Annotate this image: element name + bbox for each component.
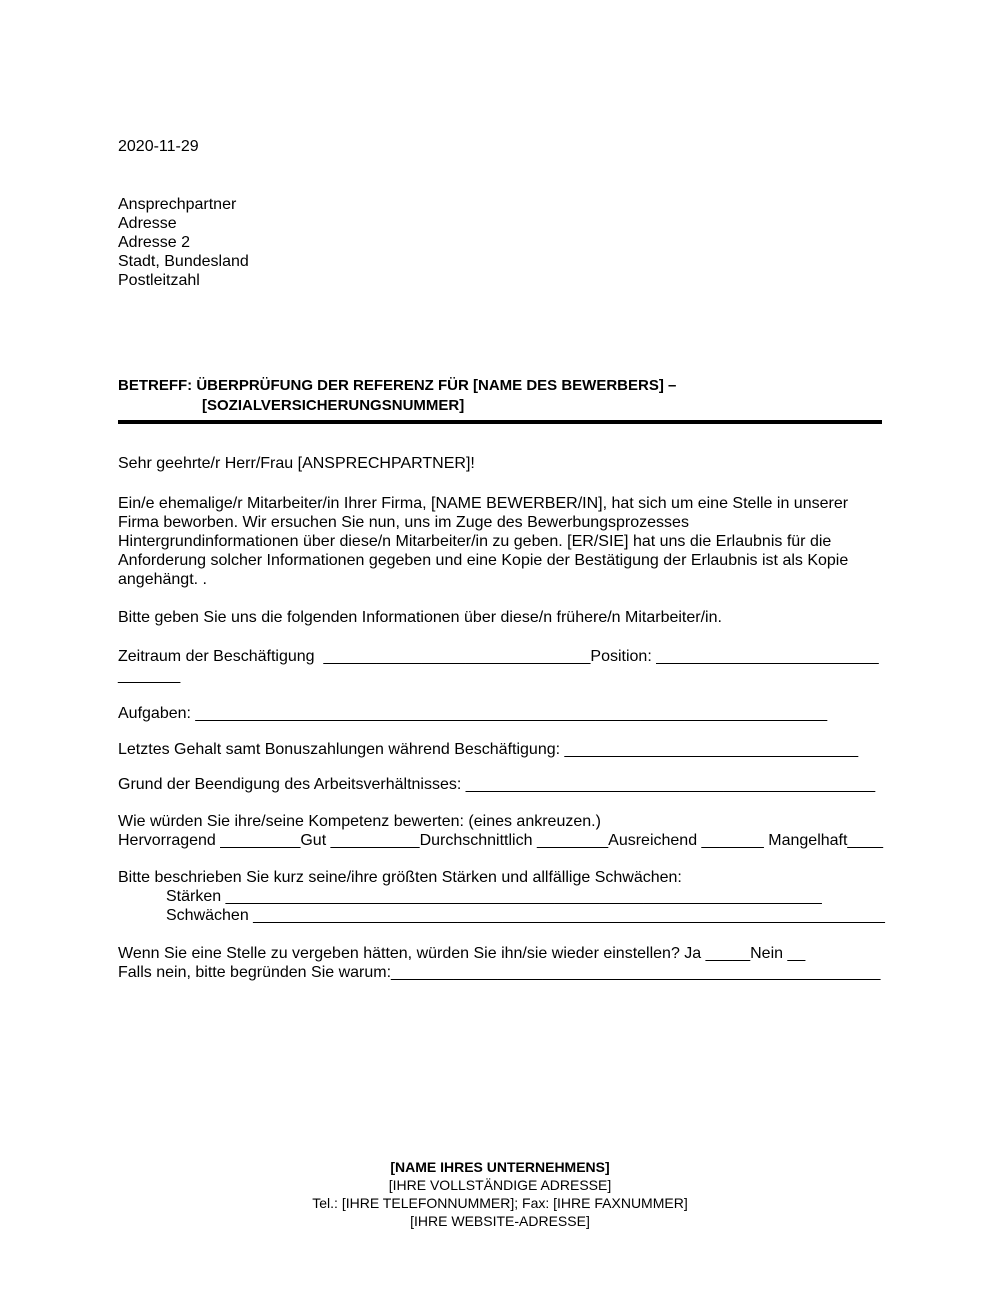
recipient-contact-name: Ansprechpartner	[118, 196, 237, 213]
intro-paragraph-line: Ein/e ehemalige/r Mitarbeiter/in Ihrer Firma, [NAME BEWERBER/IN], hat sich um eine Stelle in unserer	[118, 495, 849, 512]
termination-reason-line: Grund der Beendigung des Arbeitsverhältnisses: ______________________________________________	[118, 776, 876, 793]
competence-question-line: Wie würden Sie ihre/seine Kompetenz bewerten: (eines ankreuzen.)	[118, 813, 601, 830]
letter-date: 2020-11-29	[118, 138, 199, 155]
intro-paragraph-line: Firma beworben. Wir ersuchen Sie nun, uns im Zuge des Bewerbungsprozesses	[118, 514, 689, 531]
employment-period-block	[118, 647, 882, 685]
subject-block	[118, 376, 882, 415]
company-name: [NAME IHRES UNTERNEHMENS]	[390, 1159, 610, 1175]
company-website: [IHRE WEBSITE-ADRESSE]	[410, 1213, 590, 1229]
rehire-reason-line: Falls nein, bitte begründen Sie warum:_______________________________________________________	[118, 964, 881, 981]
recipient-postal-code: Postleitzahl	[118, 272, 200, 289]
strengths-intro-line: Bitte beschrieben Sie kurz seine/ihre größten Stärken und allfällige Schwächen:	[118, 869, 682, 886]
weaknesses-blank-line: Schwächen _______________________________________________________________________	[166, 907, 885, 924]
information-request-line: Bitte geben Sie uns die folgenden Informationen über diese/n frühere/n Mitarbeiter/in.	[118, 609, 722, 626]
salutation: Sehr geehrte/r Herr/Frau [ANSPRECHPARTNER]!	[118, 455, 475, 472]
employment-period-overflow-blank: _______	[118, 667, 181, 684]
rehire-block	[118, 944, 882, 982]
competence-scale-line: Hervorragend _________Gut __________Durchschnittlich ________Ausreichend _______ Mangelhaft____	[118, 832, 884, 849]
intro-paragraph-line: Anforderung solcher Informationen gegeben und eine Kopie der Bestätigung der Erlaubnis ist als Kopie	[118, 552, 849, 569]
recipient-city-state: Stadt, Bundesland	[118, 253, 249, 270]
recipient-address-block	[118, 195, 882, 290]
intro-paragraph	[118, 494, 882, 589]
company-footer	[118, 1158, 882, 1230]
company-phone-fax: Tel.: [IHRE TELEFONNUMMER]; Fax: [IHRE FAXNUMMER]	[312, 1195, 688, 1211]
salary-line: Letztes Gehalt samt Bonuszahlungen während Beschäftigung: _________________________________	[118, 741, 859, 758]
strengths-blank-line: Stärken ___________________________________________________________________	[166, 888, 822, 905]
subject-line-1: BETREFF: ÜBERPRÜFUNG DER REFERENZ FÜR [NAME DES BEWERBERS] –	[118, 377, 677, 394]
intro-paragraph-line: Hintergrundinformationen über diese/n Mitarbeiter/in zu geben. [ER/SIE] hat uns die Erlaubnis für die	[118, 533, 832, 550]
recipient-address-1: Adresse	[118, 215, 177, 232]
recipient-address-2: Adresse 2	[118, 234, 191, 251]
competence-rating-block	[118, 812, 882, 850]
rehire-question-line: Wenn Sie eine Stelle zu vergeben hätten, würden Sie ihn/sie wieder einstellen? Ja _____Nein __	[118, 945, 806, 962]
strengths-weaknesses-block	[118, 868, 885, 925]
intro-paragraph-line: angehängt. .	[118, 571, 207, 588]
employment-period-line: Zeitraum der Beschäftigung ______________________________Position: _________________________	[118, 648, 879, 665]
company-address: [IHRE VOLLSTÄNDIGE ADRESSE]	[388, 1177, 612, 1193]
subject-divider-rule	[118, 420, 882, 424]
subject-line-2: [SOZIALVERSICHERUNGSNUMMER]	[202, 396, 465, 414]
duties-line: Aufgaben: _______________________________________________________________________	[118, 705, 828, 722]
